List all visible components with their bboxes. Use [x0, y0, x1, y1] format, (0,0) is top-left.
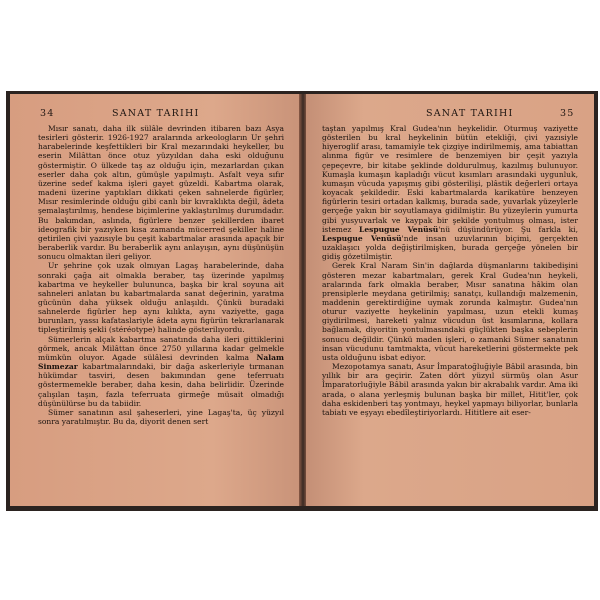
paragraph: Mezopotamya sanatı, Asur İmparatoğluğiyle Bâbil arasında, bin yıllık bir ara geçirir. Zaten dört yüzyıl sürmüş olan Asur İmparatorluğiyle Bâbil arasında yakın bir akrabalık vardır. Ama iki arada, o alana yerleşmiş bulunan başka bir millet, Hitit'ler, çok daha eskidenberi taş yontmayı, heykel yapmayı biliyorlar, bunlarla tabiatı ve eşyayı ebedîleştiriyorlardı. Hititlere ait eser-: [322, 362, 578, 417]
running-title: SANAT TARIHI: [112, 108, 200, 119]
running-title: SANAT TARIHI: [426, 108, 514, 119]
page-number: 34: [40, 108, 55, 119]
right-page: [306, 94, 594, 506]
open-book: [6, 91, 598, 511]
page-text: [38, 124, 284, 504]
paragraph: taştan yapılmış Kral Gudea'nın heykelidir. Oturmuş vaziyette gösterilen bu kral heykelinin bütün etekliği, çivi yazısiyle hiyeroglif arası, tamamiyle tek çizgiye indirilmemiş, ama tabiattan alınma figür ve resimlere de benzemiyen bir çeşit yazıyla çepeçevre, bir kitabe şeklinde doldurulmuş, kazılmış bulunuyor. Kumaşla kumaşın kapladığı vücut kısımları arasındaki uygunluk, kumaşın vücuda yapışmış gibi gösterilişi, plâstik değerleri ortaya koyacak şekildedir. Eski kabartmalarda karikatüre benzeyen figürlerin tesiri ortadan kalkmış, burada sade, yuvarlak yüzeylerle gerçeğe yakın bir soyutlamaya gidilmiştir. Bu yüzeylerin yumurta gibi yusyuvarlak ve kaypak bir şekilde yontulmuş olması, ister istemez Lespugue Venüsü'nü düşündürüyor. Şu farkla ki, Lespugue Venüsü'nde insan uzuvlarının biçimi, gerçekten uzaklaşıcı yolda değiştirilmişken, burada gerçeğe yönelen bir gidiş gözetilmiştir.: [322, 124, 578, 262]
left-page: [10, 94, 300, 506]
paragraph: Gerek Kral Naram Sin'in dağlarda düşmanlarını takibedişini gösteren mezar kabartmaları, gerek Kral Gudea'nın heykeli, aralarında fark olmakla beraber, Mısır sanatına hâkim olan prensiplerle meydana getirilmiş; sanatçı, kullandığı malzemenin, maddenin gerektirdiğine uymak zorunda kalmıştır. Gudea'nın oturur vaziyette heykelinin yapılması, uzun etekli kumaş giydirilmesi, hareketi yalnız vücudun üst kısımlarına, kollara bağlamak, diyoritin yontulmasındaki güçlükten başka sebeplerin sonucu değildir. Çünkü maden işleri, o zamanki Sümer sanatının insan vücudunu tamtmakta, vücut hareketlerini göstermekte pek usta olduğunu isbat ediyor.: [322, 261, 578, 362]
paragraph: Sümerlerin alçak kabartma sanatında daha ileri gittiklerini görmek, ancak Milâttan önce 2750 yıllarına kadar gelmekle mümkün oluyor. Agade sülâlesi devrinden kalma Nalam Sinmezar kabartmalarındaki, bir dağa askerleriyle tırmanan hükümdar tasviri, desen bakımından gene teferruatı göstermemekle beraber, daha kesin, daha belirlidir. Üzerinde çalışılan taşın, fazla teferruata girmeğe müsait olmadığı düşünülürse bu da tabiidir.: [38, 334, 284, 408]
page-text: [322, 124, 578, 504]
paragraph: Ur şehrine çok uzak olmıyan Lagaş harabelerinde, daha sonraki çağa ait olmakla beraber, taş üzerinde yapılmış kabartma ve heykeller bulununca, başka bir kral soyuna ait sahneleri anlatan bu kabartmalarda sanat değerinin, yaratma gücünün daha yüksek olduğu anlaşıldı. Çünkü buradaki sahnelerde figürler hep aynı kılıkta, aynı vaziyette, gaga burunları, yassı kafataslariyle âdeta aynı figürün tekrarlanarak tipleştirilmiş şekli (stéréotype) halinde gösterilıyordu.: [38, 261, 284, 335]
page-number: 35: [560, 108, 575, 119]
paragraph: Mısır sanatı, daha ilk sülâle devrinden itibaren bazı Asya tesirleri gösterir. 1926-1927 aralarında arkeologların Ur şehri harabelerinde keşfettikleri bir Kral mezarındaki heykeller, bu eserin Milâttan önce otuz yüzyıldan daha eski olduğunu göstermiştir. O ülkede taş az olduğu için, mezarlardan çıkan eserler daha çok altın, gümüşle yapılmıştı. Asfalt veya sıfır üzerine sedef kakma işleri gayet güzeldi. Kabartma olarak, madeni üzerine yaptıkları dikkati çeken sahnelerde figürler, Mısır resimlerinde olduğu gibi canlı bir kıvraklıkta değil, âdeta şemalaştırılmış, hendese biçimlerine yaklaştırılmış durumdadır. Bu bakımdan, aslında, figürlere benzer şekillerden ibaret ideografik bir yazıyken kısa zamanda mücerred şekiller haline getirilen çivi yazısıyle bu çeşit kabartmalar arasında apaçık bir beraberlik vardır. Bu beraberlik aynı anlayışın, aynı düşünüşün sonucu olmaktan ileri geliyor.: [38, 124, 284, 262]
paragraph: Sümer sanatının asıl şaheserleri, yine Lagaş'ta, üç yüzyıl sonra yaratılmıştır. Bu da, diyorit denen sert: [38, 407, 284, 426]
